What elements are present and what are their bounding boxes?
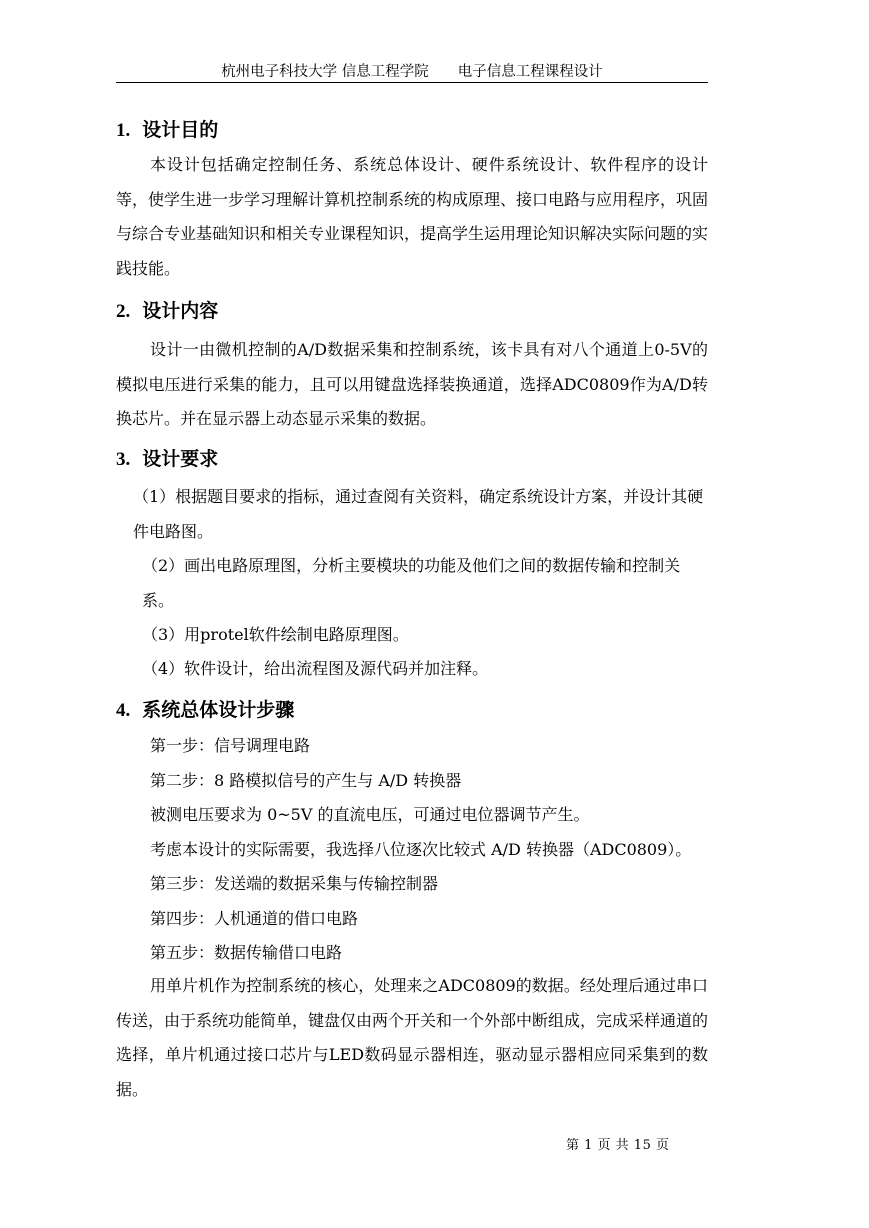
section-2-title: 设计内容 [142,300,219,322]
step-line-4: 考虑本设计的实际需要，我选择八位逐次比较式 A/D 转换器（ADC0809）。 [150,840,692,859]
step-line-5: 第三步：发送端的数据采集与传输控制器 [150,874,439,893]
requirement-item-4: （4）软件设计，给出流程图及源代码并加注释。 [142,659,489,678]
section-1-title: 设计目的 [142,119,219,141]
section-4-heading [116,697,294,724]
section-1-number: 1. [116,120,131,141]
page-header: 杭州电子科技大学 信息工程学院 电子信息工程课程设计 [221,64,603,80]
section-2-number: 2. [116,301,131,322]
step-line-1: 第一步：信号调理电路 [150,736,311,755]
section-4-paragraph: 用单片机作为控制系统的核心，处理来之ADC0809的数据。经处理后通过串口传送，由于系统功能简单，键盘仅由两个开关和一个外部中断组成，完成采样通道的选择，单片机通过接口芯片与LED数码显示器相连，驱动显示器相应同采集到的数据。 [116,976,709,1099]
section-2-heading [116,298,218,325]
step-line-2: 第二步：8 路模拟信号的产生与 A/D 转换器 [150,771,462,790]
section-3-heading [116,446,218,473]
requirement-item-1: （1）根据题目要求的指标，通过查阅有关资料，确定系统设计方案，并设计其硬件电路图。 [133,487,704,541]
page-number: 第 1 页 共 15 页 [566,1138,670,1153]
step-line-6: 第四步：人机通道的借口电路 [150,909,359,928]
requirement-item-3: （3）用protel软件绘制电路原理图。 [142,625,409,644]
step-line-7: 第五步：数据传输借口电路 [150,943,343,962]
section-3-title: 设计要求 [142,448,219,470]
section-4-title: 系统总体设计步骤 [142,699,295,721]
section-1-paragraph: 本设计包括确定控制任务、系统总体设计、硬件系统设计、软件程序的设计等，使学生进一步学习理解计算机控制系统的构成原理、接口电路与应用程序，巩固与综合专业基础知识和相关专业课程知识，提高学生运用理论知识解决实际问题的实践技能。 [116,155,709,278]
section-4-number: 4. [116,700,131,721]
requirement-item-2: （2）画出电路原理图，分析主要模块的功能及他们之间的数据传输和控制关系。 [142,556,681,610]
section-2-paragraph: 设计一由微机控制的A/D数据采集和控制系统，该卡具有对八个通道上0-5V的模拟电压进行采集的能力，且可以用键盘选择装换通道，选择ADC0809作为A/D转换芯片。并在显示器上动态显示采集的数据。 [116,340,708,428]
section-3-number: 3. [116,449,131,470]
header-divider [116,82,708,83]
step-line-3: 被测电压要求为 0~5V 的直流电压，可通过电位器调节产生。 [150,805,590,824]
section-1-heading [116,117,218,144]
